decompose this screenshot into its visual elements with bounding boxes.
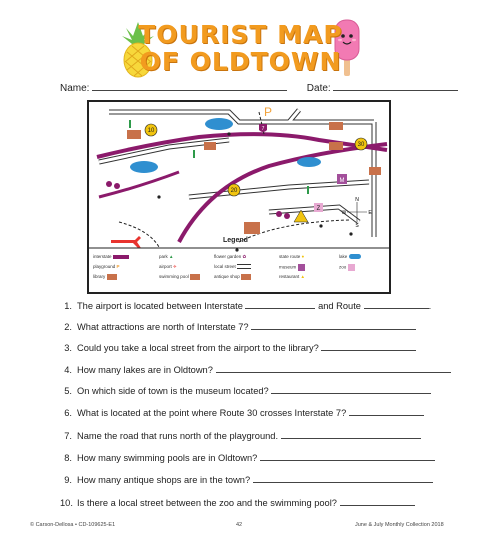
question-3: 3. Could you take a local street from the airport to the library? — [60, 342, 416, 353]
answer-field[interactable] — [253, 474, 433, 483]
page-title-line1: TOURIST MAP — [138, 20, 343, 49]
library — [204, 142, 216, 150]
legend-swimming-pool: swimming pool — [159, 274, 200, 280]
legend-antique-shop: antique shop — [214, 274, 251, 280]
answer-field[interactable] — [271, 385, 431, 394]
footer-copyright: © Carson-Dellosa • CD-109625-E1 — [30, 522, 116, 528]
question-4: 4. How many lakes are in Oldtown? — [60, 364, 451, 375]
footer-page-number: 42 — [236, 522, 243, 528]
playground-marker: P — [264, 105, 273, 119]
page-title-line2: OF OLDTOWN — [139, 47, 342, 76]
legend-park: park ▲ — [159, 254, 174, 259]
legend-interstate: interstate — [93, 254, 129, 259]
date-field[interactable] — [333, 81, 458, 91]
question-7: 7. Name the road that runs north of the playground. — [60, 430, 421, 441]
svg-text:N: N — [355, 197, 359, 203]
airport-marker — [111, 236, 141, 248]
answer-field[interactable] — [321, 342, 416, 351]
legend-title: Legend — [223, 237, 248, 244]
question-6: 6. What is located at the point where Route 30 crosses Interstate 7? — [60, 407, 424, 418]
svg-text:S: S — [355, 223, 359, 229]
legend-museum: museum — [279, 264, 305, 271]
question-9: 9. How many antique shops are in the town? — [60, 474, 433, 485]
question-2: 2. What attractions are north of Interstate 7? — [60, 321, 416, 332]
answer-field[interactable] — [216, 364, 451, 373]
answer-field[interactable] — [364, 300, 429, 309]
footer-collection: June & July Monthly Collection 2018 — [355, 522, 444, 528]
legend-playground: playground P — [93, 264, 120, 269]
route-sign-10: 10 — [147, 128, 155, 134]
lake — [130, 161, 158, 173]
answer-field[interactable] — [260, 452, 435, 461]
question-1: 1. The airport is located between Interstate and Route . — [64, 301, 432, 311]
lake — [297, 157, 321, 167]
answer-field[interactable] — [349, 407, 424, 416]
svg-text:W: W — [341, 210, 347, 216]
svg-text:E: E — [368, 210, 372, 216]
legend-restaurant: restaurant ▲ — [279, 274, 305, 279]
compass-rose — [347, 202, 367, 222]
svg-text:Z: Z — [316, 206, 321, 212]
name-label: Name: — [60, 83, 90, 94]
legend-lake: lake — [339, 254, 361, 259]
route-sign-20: 20 — [230, 188, 238, 194]
answer-field[interactable] — [281, 430, 421, 439]
legend-flower-garden: flower garden ✿ — [214, 254, 247, 259]
question-5: 5. On which side of town is the museum located? — [60, 385, 431, 396]
antique-shop — [329, 122, 343, 130]
answer-field[interactable] — [340, 497, 415, 506]
name-field[interactable] — [92, 81, 287, 91]
lake — [205, 118, 233, 130]
route-sign-30: 30 — [357, 142, 365, 148]
legend-library: library — [93, 274, 117, 280]
svg-text:M: M — [339, 178, 345, 184]
swimming-pool — [127, 130, 141, 139]
question-10: 10. Is there a local street between the zoo and the swimming pool? — [60, 497, 415, 508]
legend-state-route: state route ● — [279, 254, 305, 259]
tourist-map — [87, 100, 391, 294]
interstate-sign-7: 7 — [261, 126, 265, 132]
date-label: Date: — [306, 83, 331, 94]
question-8: 8. How many swimming pools are in Oldtown? — [60, 452, 435, 463]
name-date-row — [60, 81, 458, 94]
legend-local-street: local street — [214, 264, 251, 269]
answer-field[interactable] — [251, 321, 416, 330]
answer-field[interactable] — [245, 300, 315, 309]
legend-airport: airport ✈ — [159, 264, 177, 269]
legend-zoo: zoo — [339, 264, 355, 271]
